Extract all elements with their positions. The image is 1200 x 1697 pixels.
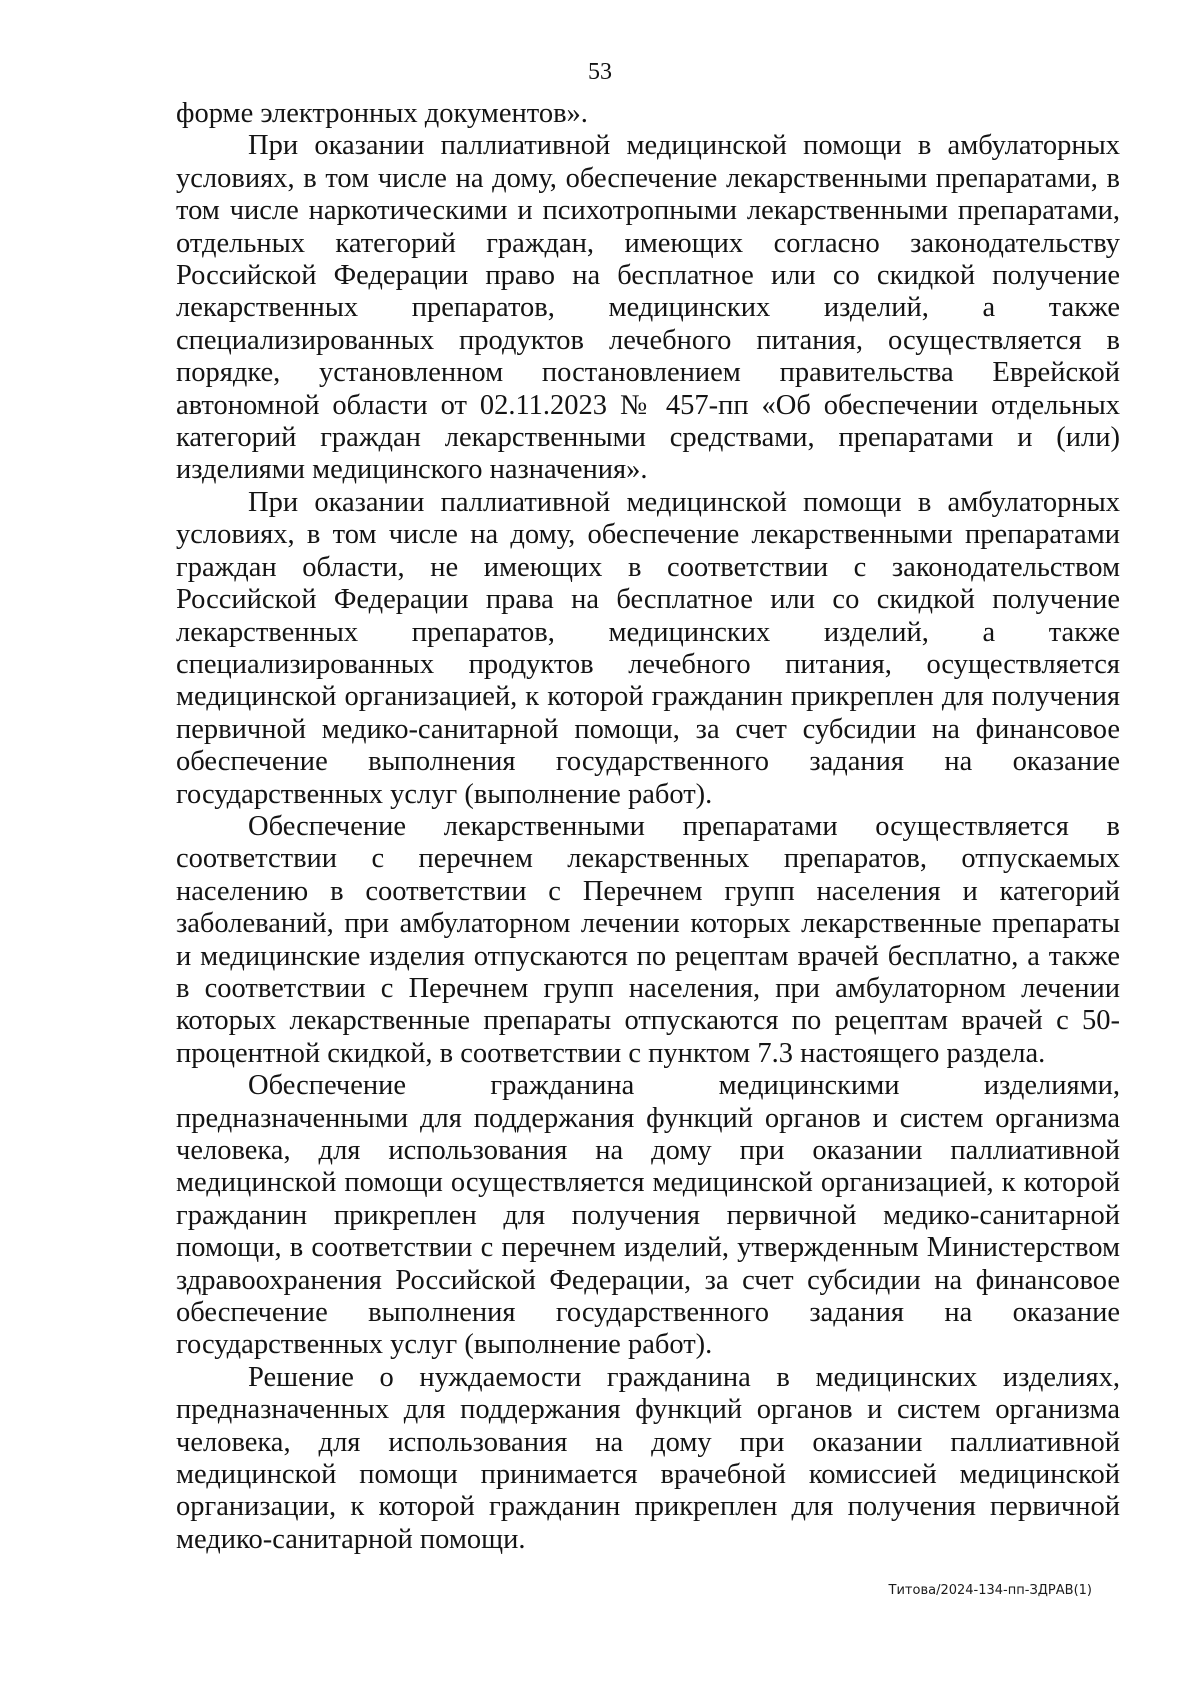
paragraph-medical-devices-decision: Решение о нуждаемости гражданина в медицинских изделиях, предназначенных для поддержания функций органов и систем организма человека, для использования на дому при оказании паллиативной медицинской помощи принимается врачебной комиссией медицинской организации, к которой гражданин прикреплен для получения первичной медико-санитарной помощи. [176,1361,1120,1555]
paragraph-palliative-benefit-citizens: При оказании паллиативной медицинской помощи в амбулаторных условиях, в том числе на дому, обеспечение лекарственными препаратами, в том числе наркотическими и психотропными лекарственными препаратами, отдельных категорий граждан, имеющих согласно законодательству Российской Федерации право на бесплатное или со скидкой получение лекарственных препаратов, медицинских изделий, а также специализированных продуктов лечебного питания, осуществляется в порядке, установленном постановлением правительства Еврейской автономной области от 02.11.2023 № 457-пп «Об обеспечении отдельных категорий граждан лекарственными средствами, препаратами и (или) изделиями медицинского назначения». [176,130,1120,486]
document-body [176,98,1120,1556]
paragraph-continuation: форме электронных документов». [176,98,588,129]
page-number: 53 [588,59,612,85]
document-code: Титова/2024-134-пп-ЗДРАВ(1) [888,1583,1092,1598]
paragraph-palliative-non-benefit-citizens: При оказании паллиативной медицинской помощи в амбулаторных условиях, в том числе на дому, обеспечение лекарственными препаратами граждан области, не имеющих в соответствии с законодательством Российской Федерации права на бесплатное или со скидкой получение лекарственных препаратов, медицинских изделий, а также специализированных продуктов лечебного питания, осуществляется медицинской организацией, к которой гражданин прикреплен для получения первичной медико-санитарной помощи, за счет субсидии на финансовое обеспечение выполнения государственного задания на оказание государственных услуг (выполнение работ). [176,486,1120,810]
paragraph-drug-provision-lists: Обеспечение лекарственными препаратами осуществляется в соответствии с перечнем лекарственных препаратов, отпускаемых населению в соответствии с Перечнем групп населения и категорий заболеваний, при амбулаторном лечении которых лекарственные препараты и медицинские изделия отпускаются по рецептам врачей бесплатно, а также в соответствии с Перечнем групп населения, при амбулаторном лечении которых лекарственные препараты отпускаются по рецептам врачей с 50-процентной скидкой, в соответствии с пунктом 7.3 настоящего раздела. [176,810,1120,1069]
paragraph-medical-devices-provision: Обеспечение гражданина медицинскими изделиями, предназначенными для поддержания функций органов и систем организма человека, для использования на дому при оказании паллиативной медицинской помощи осуществляется медицинской организацией, к которой гражданин прикреплен для получения первичной медико-санитарной помощи, в соответствии с перечнем изделий, утвержденным Министерством здравоохранения Российской Федерации, за счет субсидии на финансовое обеспечение выполнения государственного задания на оказание государственных услуг (выполнение работ). [176,1070,1120,1361]
